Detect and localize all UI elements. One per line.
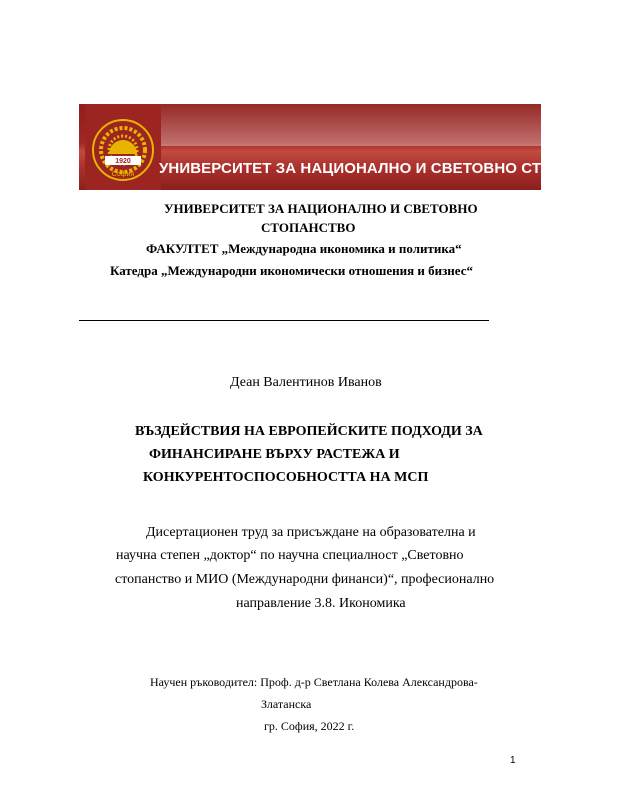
university-name-line1: УНИВЕРСИТЕТ ЗА НАЦИОНАЛНО И СВЕТОВНО [164, 201, 478, 216]
description-line2: научна степен „доктор“ по научна специалност „Световно [116, 548, 464, 563]
supervisor-line2: Златанска [261, 697, 312, 711]
description-line1: Дисертационен труд за присъждане на образователна и [146, 525, 476, 540]
supervisor-line1: Научен ръководител: Проф. д-р Светлана Колева Александрова- [150, 675, 478, 689]
thesis-title-line3: КОНКУРЕНТОСПОСОБНОСТТА НА МСП [143, 470, 429, 485]
logo-year: 1920 [115, 158, 131, 165]
banner-shine [119, 104, 541, 146]
university-logo-icon [85, 104, 161, 190]
divider-line [79, 320, 489, 321]
description-line3: стопанство и МИО (Международни финанси)“, професионално [115, 572, 495, 587]
department-name: Катедра „Международни икономически отношения и бизнес“ [110, 263, 473, 278]
thesis-title-line1: ВЪЗДЕЙСТВИЯ НА ЕВРОПЕЙСКИТЕ ПОДХОДИ ЗА [135, 424, 483, 439]
page-number: 1 [510, 755, 516, 766]
place-date: гр. София, 2022 г. [264, 719, 355, 733]
logo-city: София [111, 171, 135, 178]
banner-title: УНИВЕРСИТЕТ ЗА НАЦИОНАЛНО И СВЕТОВНО СТОПАНСТВО [159, 160, 627, 177]
author-name: Деан Валентинов Иванов [230, 375, 382, 390]
university-name-line2: СТОПАНСТВО [261, 220, 356, 235]
thesis-title-line2: ФИНАНСИРАНЕ ВЪРХУ РАСТЕЖА И [149, 447, 400, 462]
description-line4: направление 3.8. Икономика [236, 596, 406, 611]
faculty-name: ФАКУЛТЕТ „Международна икономика и политика“ [146, 241, 462, 256]
university-banner [79, 104, 627, 190]
